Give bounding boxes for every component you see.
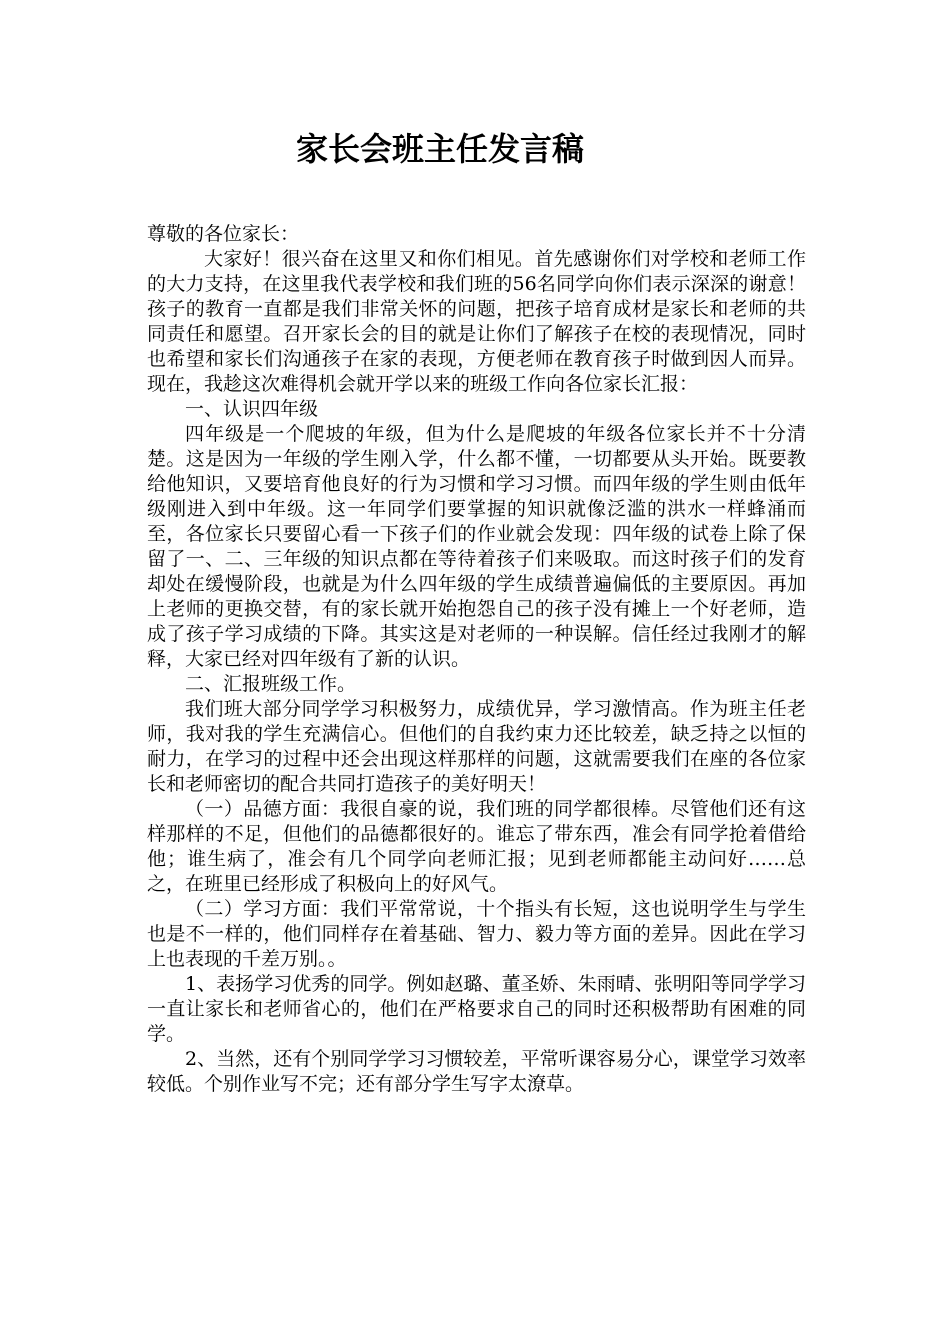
paragraph-study: （二）学习方面：我们平常常说，十个指头有长短，这也说明学生与学生也是不一样的，他们同样存在着基础、智力、毅力等方面的差异。因此在学习上也表现的千差万别。。 bbox=[147, 898, 806, 970]
section-heading-2: 二、汇报班级工作。 bbox=[185, 673, 357, 695]
salutation: 尊敬的各位家长： bbox=[147, 223, 300, 245]
paragraph-grade-four: 四年级是一个爬坡的年级，但为什么是爬坡的年级各位家长并不十分清楚。这是因为一年级的学生刚入学，什么都不懂，一切都要从头开始。既要教给他知识，又要培育他良好的行为习惯和学习习惯。而四年级的学生则由低年级刚进入到中年级。这一年同学们要掌握的知识就像泛滥的洪水一样蜂涌而至，各位家长只要留心看一下孩子们的作业就会发现：四年级的试卷上除了保留了一、二、三年级的知识点都在等待着孩子们来吸取。而这时孩子们的发育却处在缓慢阶段，也就是为什么四年级的学生成绩普遍偏低的主要原因。再加上老师的更换交替，有的家长就开始抱怨自己的孩子没有摊上一个好老师，造成了孩子学习成绩的下降。其实这是对老师的一种误解。信任经过我刚才的解释，大家已经对四年级有了新的认识。 bbox=[147, 423, 806, 670]
paragraph-class-overview: 我们班大部分同学学习积极努力，成绩优异，学习激情高。作为班主任老师，我对我的学生充满信心。但他们的自我约束力还比较差，缺乏持之以恒的耐力，在学习的过程中还会出现这样那样的问题，这就需要我们在座的各位家长和老师密切的配合共同打造孩子的美好明天！ bbox=[147, 698, 806, 795]
document-body bbox=[147, 222, 806, 1097]
paragraph-issues: 2、当然，还有个别同学学习习惯较差，平常听课容易分心，课堂学习效率较低。个别作业写不完；还有部分学生写字太潦草。 bbox=[147, 1048, 806, 1095]
paragraph-praise: 1、表扬学习优秀的同学。例如赵璐、董圣娇、朱雨晴、张明阳等同学学习一直让家长和老师省心的，他们在严格要求自己的同时还积极帮助有困难的同学。 bbox=[147, 973, 806, 1045]
document-title: 家长会班主任发言稿 bbox=[295, 130, 584, 168]
paragraph-morality: （一）品德方面：我很自豪的说，我们班的同学都很棒。尽管他们还有这样那样的不足，但他们的品德都很好的。谁忘了带东西，准会有同学抢着借给他；谁生病了，准会有几个同学向老师汇报；见到老师都能主动问好……总之，在班里已经形成了积极向上的好风气。 bbox=[147, 798, 806, 895]
section-heading-1: 一、认识四年级 bbox=[185, 398, 319, 420]
paragraph-greeting: 大家好！很兴奋在这里又和你们相见。首先感谢你们对学校和老师工作的大力支持，在这里我代表学校和我们班的56名同学向你们表示深深的谢意！孩子的教育一直都是我们非常关怀的问题，把孩子培育成材是家长和老师的共同责任和愿望。召开家长会的目的就是让你们了解孩子在校的表现情况，同时也希望和家长们沟通孩子在家的表现，方便老师在教育孩子时做到因人而异。现在，我趁这次难得机会就开学以来的班级工作向各位家长汇报： bbox=[147, 248, 806, 395]
